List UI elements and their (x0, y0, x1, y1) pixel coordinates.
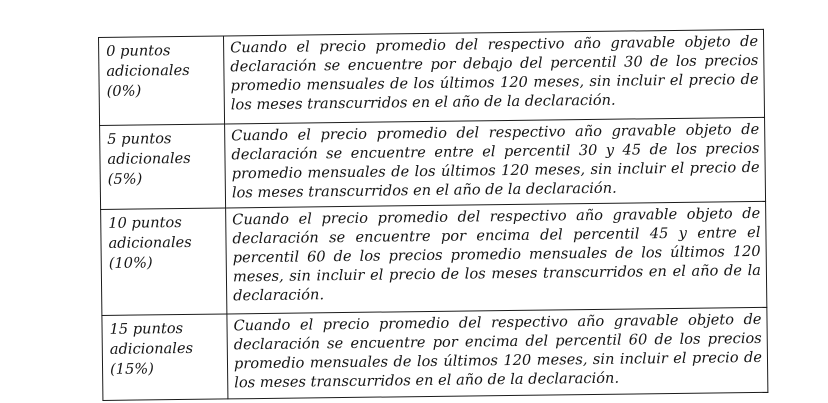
points-label: adicionales (107, 149, 191, 168)
percent-label: (5%) (107, 170, 143, 188)
points-label-cell (100, 124, 226, 210)
table-row (100, 117, 766, 209)
table-row (102, 307, 768, 400)
condition-description: Cuando el precio promedio del respectivo año gravable objeto de declaración se encuentre por encima del percentil 60 de los precios promedio mensuales de los últimos 120 meses, sin incluir el precio de los meses transcurridos en el año de la declaración. (227, 307, 768, 399)
additional-points-table (98, 29, 768, 401)
points-label: 0 puntos (106, 42, 171, 60)
condition-description: Cuando el precio promedio del respectivo año gravable objeto de declaración se encuentre por encima del percentil 45 y entre el percentil 60 de los precios promedio mensuales de los últimos 120 meses, sin incluir el precio de los meses transcurridos en el año de la declaración. (226, 201, 767, 314)
points-label-cell (99, 36, 225, 126)
table-row (99, 29, 765, 125)
table-row (101, 201, 767, 315)
condition-description: Cuando el precio promedio del respectivo año gravable objeto de declaración se encuentre entre el percentil 30 y 45 de los precios promedio mensuales de los últimos 120 meses, sin incluir el precio de los meses transcurridos en el año de la declaración. (225, 117, 766, 208)
points-label-cell (102, 314, 228, 401)
points-label: adicionales (108, 233, 192, 252)
percent-label: (0%) (106, 82, 142, 100)
points-label-cell (101, 208, 227, 316)
points-label: adicionales (109, 339, 194, 358)
points-label: 10 puntos (108, 213, 182, 232)
percent-label: (15%) (109, 360, 154, 378)
points-label: adicionales (106, 61, 190, 80)
points-label: 5 puntos (107, 130, 172, 148)
percent-label: (10%) (108, 254, 153, 272)
points-label: 15 puntos (109, 319, 184, 338)
condition-description: Cuando el precio promedio del respectivo año gravable objeto de declaración se encuentre por debajo del percentil 30 de los precios promedio mensuales de los últimos 120 meses, sin incluir el precio de los meses transcurridos en el año de la declaración. (223, 29, 764, 124)
